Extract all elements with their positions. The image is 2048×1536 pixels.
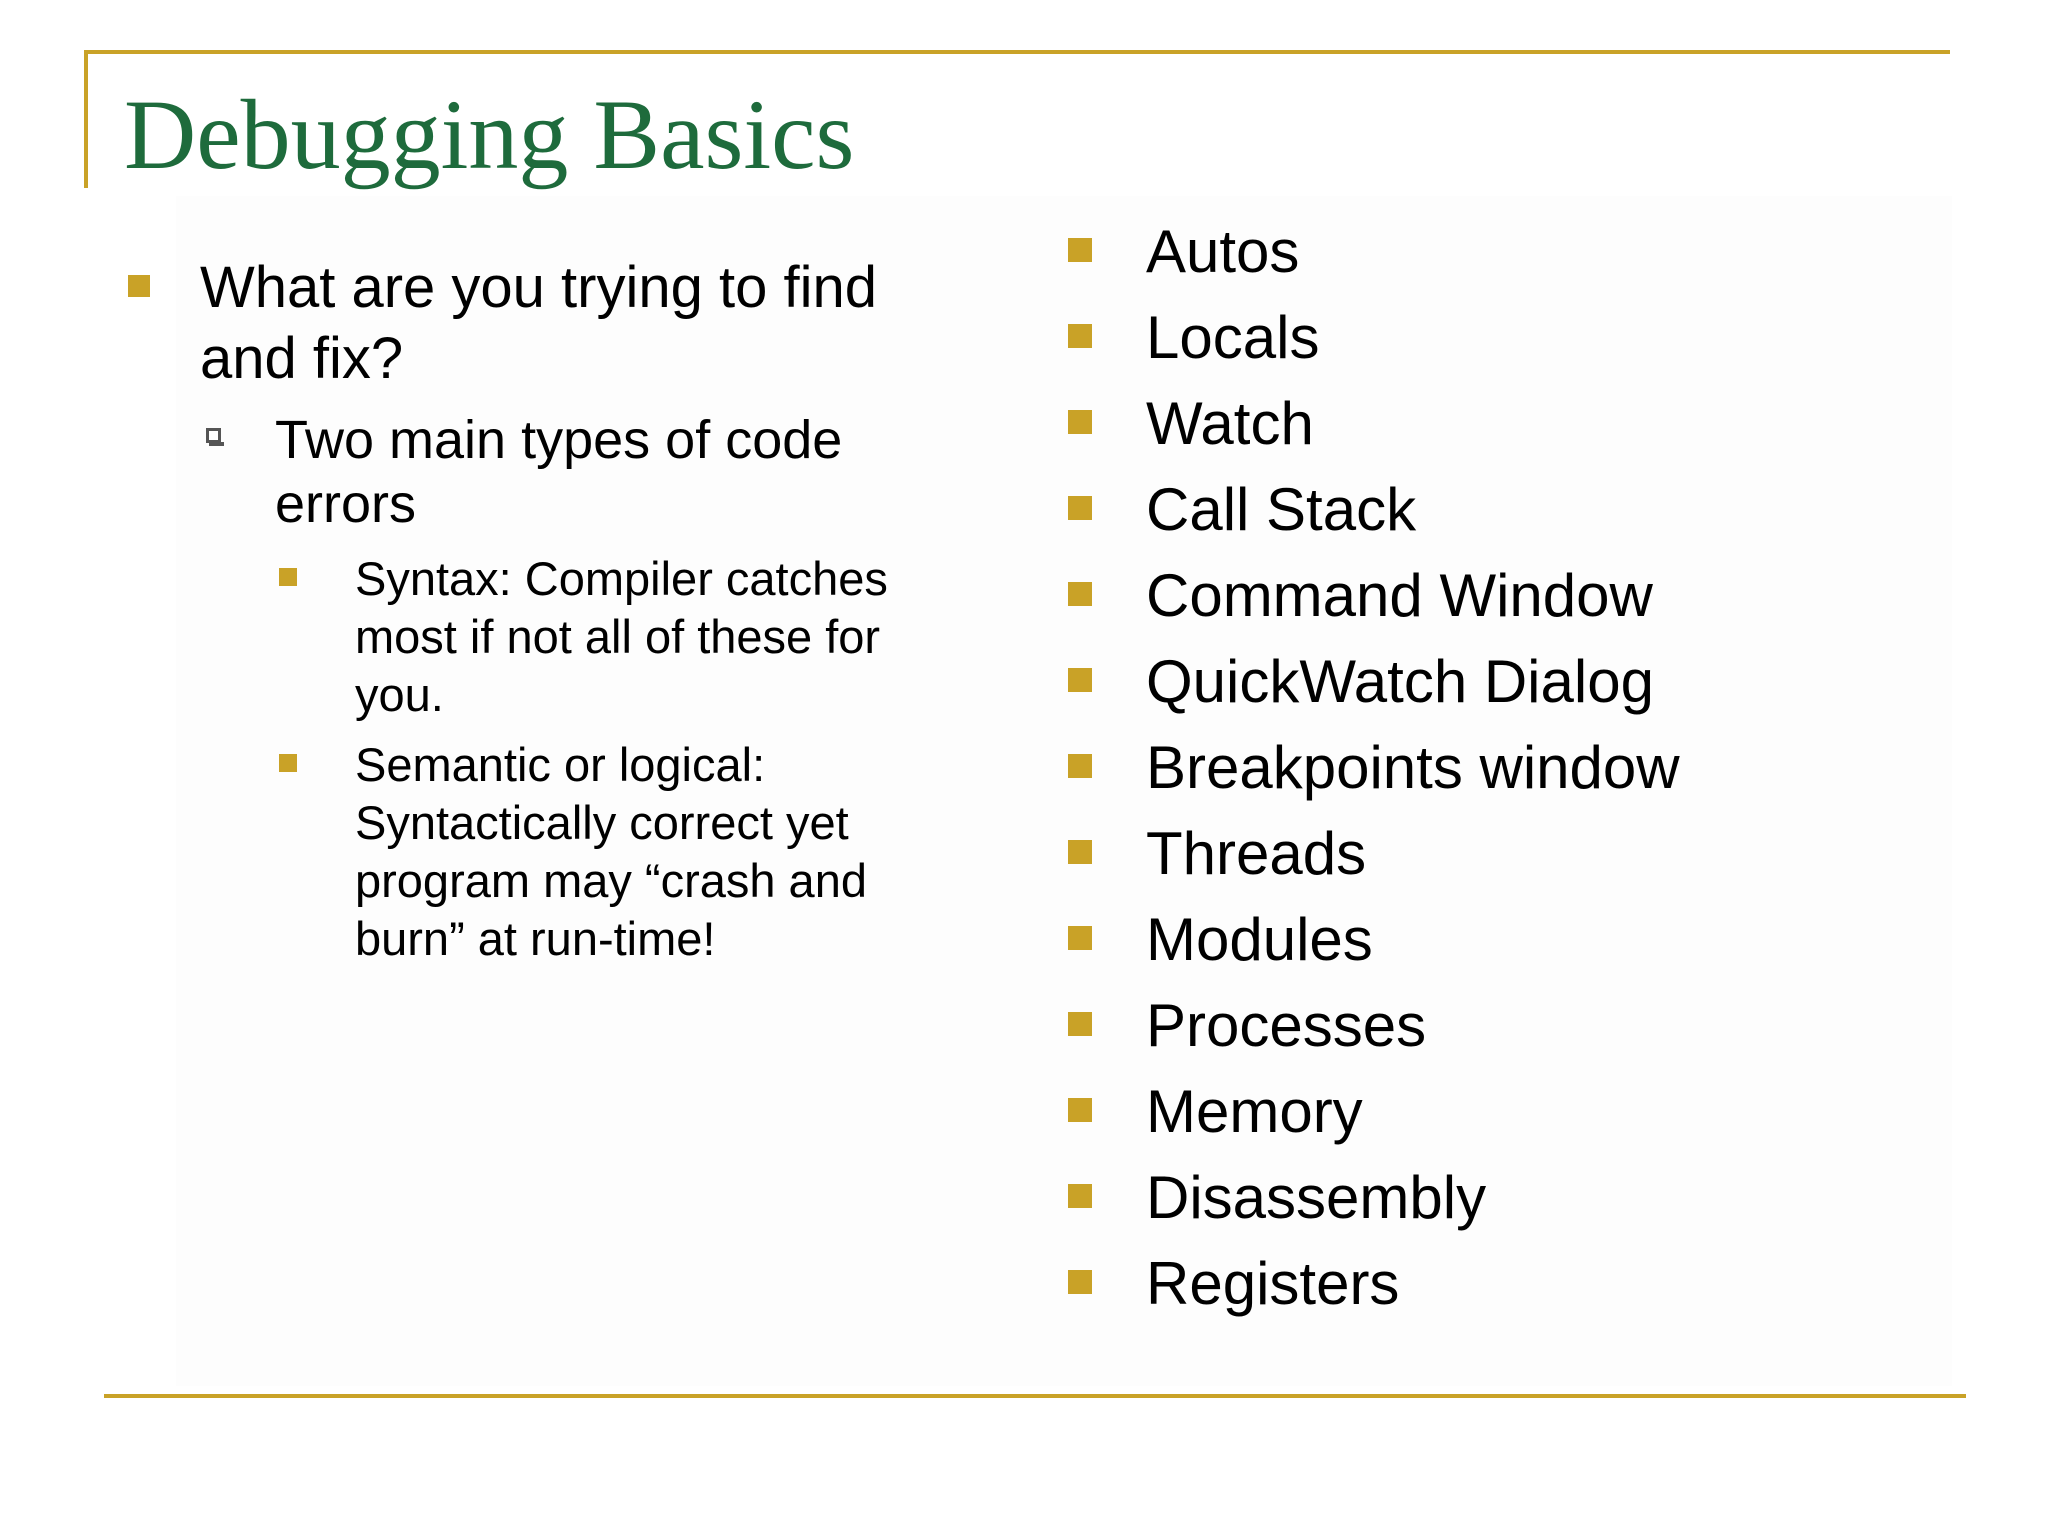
bottom-rule bbox=[104, 1394, 1966, 1398]
list-item-label: Threads bbox=[1146, 820, 1367, 887]
list-item-label: Watch bbox=[1146, 390, 1314, 457]
square-bullet-icon bbox=[1068, 668, 1092, 692]
square-bullet-icon bbox=[1068, 754, 1092, 778]
list-item-label: Registers bbox=[1146, 1250, 1400, 1317]
list-item-label: Call Stack bbox=[1146, 476, 1417, 543]
list-item-label: Autos bbox=[1146, 218, 1300, 285]
list-item-label: Memory bbox=[1146, 1078, 1363, 1145]
list-item-label: QuickWatch Dialog bbox=[1146, 648, 1654, 715]
detail-syntax: Syntax: Compiler catches most if not all of these for you. bbox=[355, 552, 888, 721]
list-item-label: Modules bbox=[1146, 906, 1373, 973]
sub-point: Two main types of code errors bbox=[275, 410, 843, 534]
slide-title: Debugging Basics bbox=[124, 79, 855, 190]
list-item-label: Locals bbox=[1146, 304, 1320, 371]
square-bullet-icon bbox=[1068, 324, 1092, 348]
top-rule bbox=[84, 50, 1950, 54]
square-bullet-icon bbox=[1068, 926, 1092, 950]
hollow-square-bullet-icon bbox=[206, 428, 221, 443]
list-item-label: Command Window bbox=[1146, 562, 1653, 629]
main-point: What are you trying to find and fix? bbox=[200, 255, 877, 391]
square-bullet-icon bbox=[1068, 410, 1092, 434]
square-bullet-icon bbox=[1068, 840, 1092, 864]
square-bullet-icon bbox=[279, 754, 297, 772]
square-bullet-icon bbox=[1068, 1184, 1092, 1208]
left-rule bbox=[84, 50, 88, 188]
square-bullet-icon bbox=[1068, 238, 1092, 262]
list-item-label: Breakpoints window bbox=[1146, 734, 1680, 801]
square-bullet-icon bbox=[279, 568, 297, 586]
square-bullet-icon bbox=[1068, 496, 1092, 520]
square-bullet-icon bbox=[1068, 1098, 1092, 1122]
square-bullet-icon bbox=[1068, 582, 1092, 606]
list-item-label: Disassembly bbox=[1146, 1164, 1487, 1231]
detail-semantic: Semantic or logical: Syntactically correct yet program may “crash and burn” at run-time! bbox=[355, 738, 867, 965]
square-bullet-icon bbox=[1068, 1012, 1092, 1036]
square-bullet-icon bbox=[128, 275, 150, 297]
list-item-label: Processes bbox=[1146, 992, 1427, 1059]
square-bullet-icon bbox=[1068, 1270, 1092, 1294]
